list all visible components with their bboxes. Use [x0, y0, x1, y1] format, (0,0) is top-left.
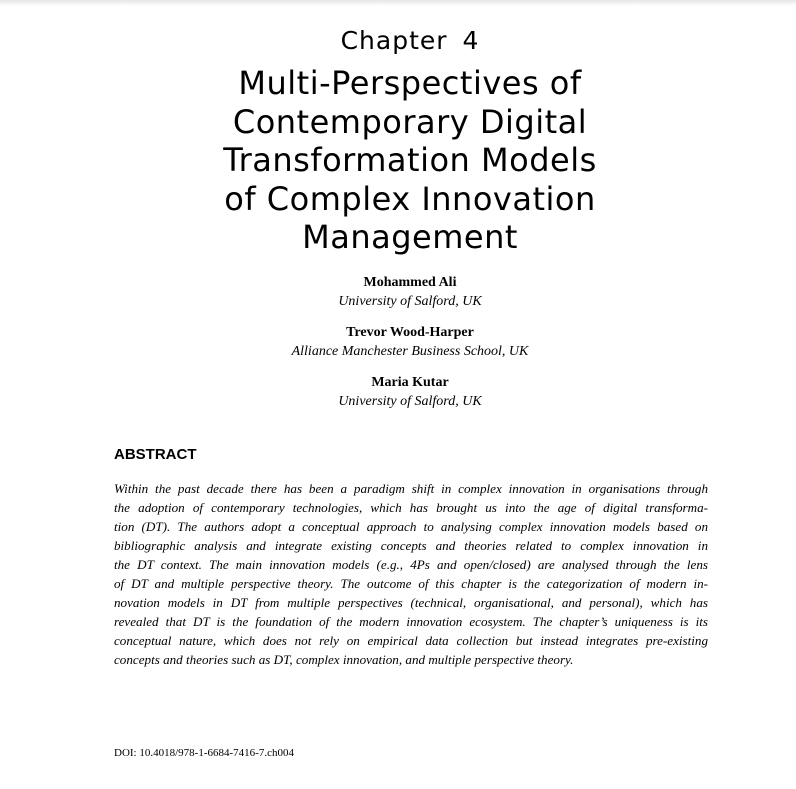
- author-name: Trevor Wood-Harper: [346, 325, 474, 340]
- author-affiliation: University of Salford, UK: [338, 294, 482, 309]
- abstract-line: conceptual nature, which does not rely on empirical data collection but instead integrates pre-existing: [114, 633, 708, 648]
- chapter-title-line: Contemporary Digital: [232, 102, 588, 141]
- author-affiliation: University of Salford, UK: [338, 394, 482, 409]
- abstract-line: revealed that DT is the foundation of the modern innovation ecosystem. The chapter’s uniqueness is its: [114, 614, 708, 629]
- abstract-line: novation models in DT from multiple perspectives (technical, organisational, and personal), which has: [114, 595, 708, 610]
- abstract-body: [114, 479, 708, 669]
- chapter-title-line: Multi-Perspectives of: [238, 64, 582, 102]
- abstract-line: the DT context. The main innovation models (e.g., 4Ps and open/closed) are analysed through the lens: [114, 557, 708, 572]
- chapter-title-line: of Complex Innovation: [224, 179, 596, 218]
- author-affiliation: Alliance Manchester Business School, UK: [291, 344, 529, 359]
- author-name: Mohammed Ali: [363, 275, 457, 290]
- abstract-line: bibliographic analysis and integrate existing concepts and theories related to complex innovation in: [114, 538, 708, 553]
- chapter-title: [0, 64, 796, 257]
- chapter-title-line: Management: [302, 218, 518, 256]
- abstract-line: the adoption of contemporary technologies, which has brought us into the age of digital transforma-: [114, 500, 708, 515]
- doi-footer: DOI: 10.4018/978-1-6684-7416-7.ch004: [114, 747, 294, 759]
- author-block: [0, 323, 796, 361]
- abstract-heading: ABSTRACT: [114, 446, 197, 463]
- author-block: [0, 373, 796, 411]
- chapter-title-line: Transformation Models: [223, 141, 597, 179]
- abstract-line: of DT and multiple perspective theory. The outcome of this chapter is the categorization of modern in-: [114, 576, 708, 591]
- author-block: [0, 273, 796, 311]
- page-top-edge: [0, 0, 796, 6]
- abstract-line: tion (DT). The authors adopt a conceptual approach to analysing complex innovation models based on: [114, 519, 708, 534]
- chapter-number: Chapter 4: [340, 26, 480, 55]
- abstract-line: concepts and theories such as DT, complex innovation, and multiple perspective theory.: [114, 652, 574, 667]
- abstract-line: Within the past decade there has been a paradigm shift in complex innovation in organisations through: [114, 481, 708, 496]
- author-list: [0, 273, 796, 423]
- author-name: Maria Kutar: [371, 375, 449, 390]
